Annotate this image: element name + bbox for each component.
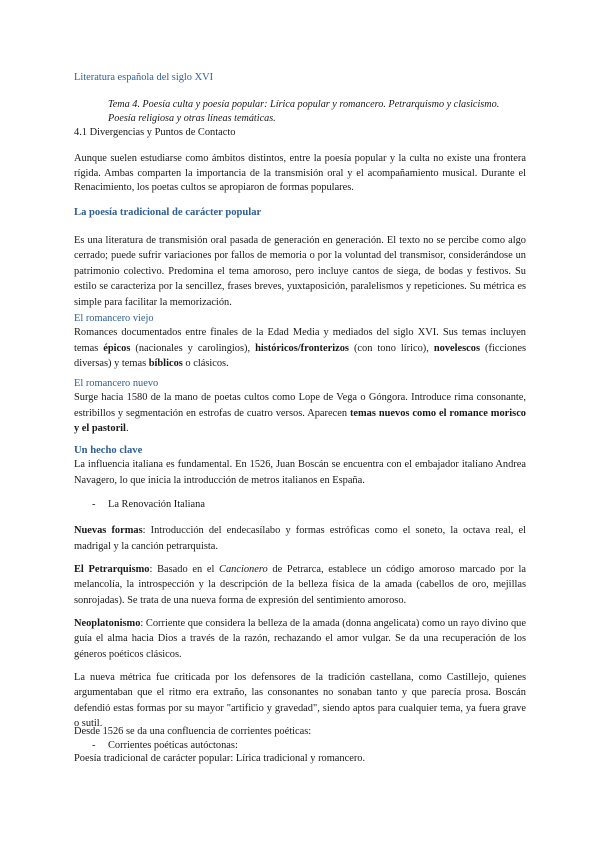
term-biblicos: bíblicos	[148, 358, 183, 370]
section-4-1-paragraph: Aunque suelen estudiarse como ámbitos distintos, entre la poesía popular y la culta no existe una frontera rígida. Ambas comparten la importancia de la transmisión oral y el acompañamiento musical. Durante el Renacimiento, los poetas cultos se apropiaron de formas populares.	[74, 153, 526, 194]
hecho-clave-paragraph: La influencia italiana es fundamental. En 1526, Juan Boscán se encuentra con el embajador italiano Andrea Navagero, lo que inicia la introducción de metros italianos en España.	[74, 459, 526, 486]
section-heading-4-1: 4.1 Divergencias y Puntos de Contacto	[74, 127, 236, 138]
confluencia-last-line: Poesía tradicional de carácter popular: Lírica tradicional y romancero.	[74, 753, 366, 764]
confluencia-item: Corrientes poéticas autóctonas:	[108, 740, 238, 751]
term-nuevas-formas: Nuevas formas	[74, 525, 143, 536]
term-romance-morisco: temas nuevos como el romance morisco y el pastoril	[74, 407, 527, 435]
romancero-viejo-paragraph: Romances documentados entre finales de la Edad Media y mediados del siglo XVI. Sus temas incluyen temas épicos (nacionales y carolingios), históricos/fronterizos (con tono lírico), novelescos (ficciones diversas) y temas bíblicos o clásicos.	[74, 327, 527, 370]
confluencia-dash: -	[92, 740, 96, 751]
term-petrarquismo: El Petrarquismo	[74, 564, 150, 575]
poesia-tradicional-heading: La poesía tradicional de carácter popular	[74, 207, 262, 218]
renovacion-dash: -	[92, 499, 96, 510]
romancero-viejo-heading: El romancero viejo	[74, 313, 154, 324]
romancero-nuevo-heading: El romancero nuevo	[74, 378, 159, 389]
neoplatonismo-paragraph: Neoplatonismo: Corriente que considera la belleza de la amada (donna angelicata) como un rayo divino que guía el alma hacia Dios a través de la razón, rechazando el amor vulgar. Se da una recuperación de los géneros poéticos clásicos.	[74, 618, 526, 660]
romancero-nuevo-paragraph: Surge hacia 1580 de la mano de poetas cultos como Lope de Vega o Góngora. Introduce rima consonante, estribillos y segmentación en estrofas de cuatro versos. Aparecen temas nuevos como el romance morisco y el pastoril.	[74, 392, 527, 435]
critica-paragraph: La nueva métrica fue criticada por los defensores de la tradición castellana, como Castillejo, quienes argumentaban que el ritmo era extraño, las consonantes no sonaban tanto y que parecía prosa. Boscán defendió estas formas por su mayor "artificio y gravedad", siendo aptos para cualquier tema, ya fuera grave o sutil.	[74, 672, 526, 730]
renovacion-label: La Renovación Italiana	[108, 499, 205, 510]
term-epicos: épicos	[103, 342, 131, 354]
petrarquismo-paragraph: El Petrarquismo: Basado en el Cancionero de Petrarca, establece un código amoroso marcado por la melancolía, la introspección y la descripción de la belleza física de la amada (cabellos de oro, mejillas sonrojadas). Se trata de una nueva forma de expresión del sentimiento amoroso.	[74, 564, 527, 606]
hecho-clave-heading: Un hecho clave	[74, 445, 143, 456]
topic-title: Tema 4. Poesía culta y poesía popular: Lírica popular y romancero. Petrarquismo y clasicismo. Poesía religiosa y otras líneas temáticas.	[108, 99, 500, 124]
course-title: Literatura española del siglo XVI	[74, 72, 214, 83]
term-historicos: históricos/fronterizos	[255, 342, 349, 354]
term-novelescos: novelescos	[433, 342, 481, 354]
nuevas-formas-paragraph: Nuevas formas: Introducción del endecasílabo y formas estróficas como el soneto, la octava real, el madrigal y la canción petrarquista.	[74, 525, 526, 552]
poesia-tradicional-paragraph: Es una literatura de transmisión oral pasada de generación en generación. El texto no se percibe como algo cerrado; puede sufrir variaciones por fallos de memoria o por la voluntad del transmisor, considerándose un patrimonio colectivo. Predomina el tema amoroso, pero incluye cantos de siega, de bodas y festivos. Su estilo se caracteriza por la sencillez, frases breves, yuxtaposición, paralelismos y repeticiones. Su métrica es simple para facilitar la memorización.	[74, 235, 526, 308]
cancionero-title: Cancionero	[219, 564, 268, 575]
confluencia-intro: Desde 1526 se da una confluencia de corrientes poéticas:	[74, 726, 312, 737]
term-neoplatonismo: Neoplatonismo	[74, 618, 141, 629]
